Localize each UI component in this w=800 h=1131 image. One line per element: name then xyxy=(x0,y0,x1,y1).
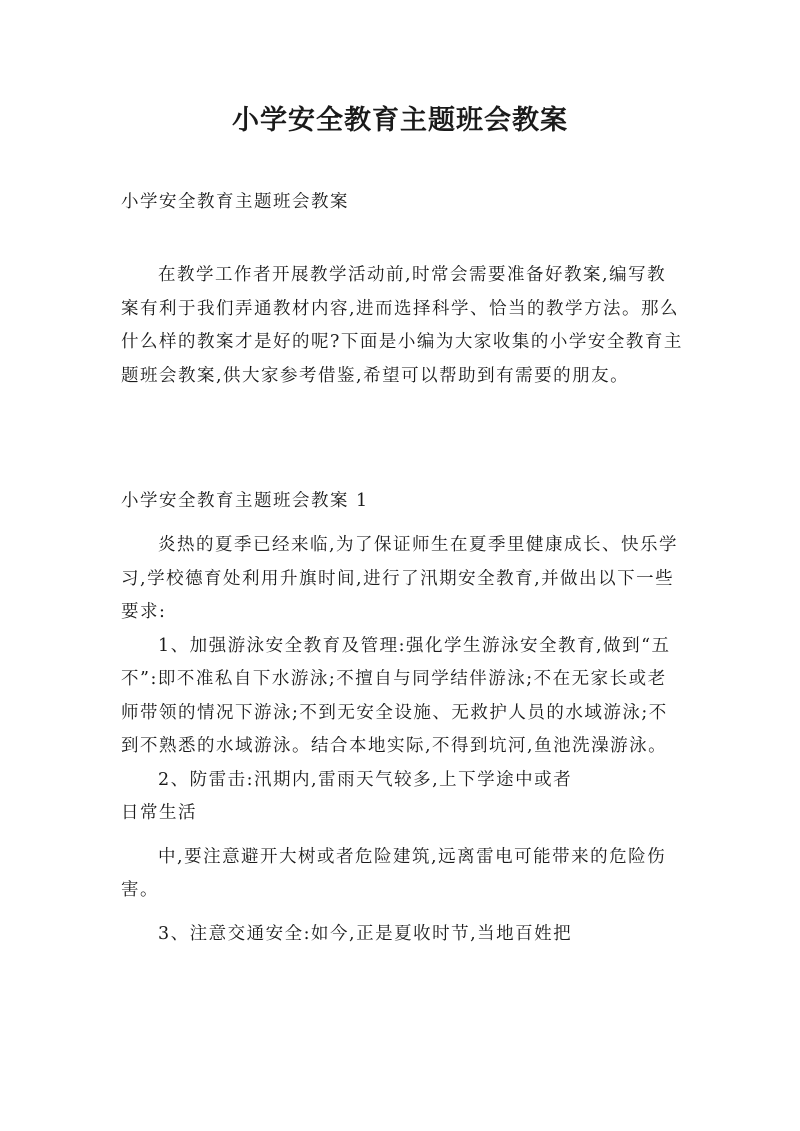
section-paragraph: 2、防雷击:汛期内,雷雨天气较多,上下学途中或者 xyxy=(158,769,573,790)
section-paragraph: 日常生活 xyxy=(121,803,197,823)
intro-paragraph: 在教学工作者开展教学活动前,时常会需要准备好教案,编写教案有利于我们弄通教材内容,进而选择科学、恰当的教学方法。那么什么样的教案才是好的呢?下面是小编为大家收集的小学安全教育主题班会教案,供大家参考借鉴,希望可以帮助到有需要的朋友。 xyxy=(121,265,683,386)
document-title: 小学安全教育主题班会教案 xyxy=(232,105,568,136)
section-paragraph: 中,要注意避开大树或者危险建筑,远离雷电可能带来的危险伤害。 xyxy=(121,846,667,900)
section-paragraph: 3、注意交通安全:如今,正是夏收时节,当地百姓把 xyxy=(158,923,573,944)
section-heading: 小学安全教育主题班会教案 1 xyxy=(121,491,369,511)
section-paragraph: 1、加强游泳安全教育及管理:强化学生游泳安全教育,做到“五不”:即不准私自下水游泳;不擅自与同学结伴游泳;不在无家长或老师带领的情况下游泳;不到无安全设施、无救护人员的水域游泳;不到不熟悉的水域游泳。结合本地实际,不得到坑河,鱼池洗澡游泳。 xyxy=(121,635,671,756)
document-subtitle: 小学安全教育主题班会教案 xyxy=(121,192,349,212)
section-body xyxy=(121,529,683,951)
section-paragraph: 炎热的夏季已经来临,为了保证师生在夏季里健康成长、快乐学习,学校德育处利用升旗时间,进行了汛期安全教育,并做出以下一些要求: xyxy=(121,535,679,622)
